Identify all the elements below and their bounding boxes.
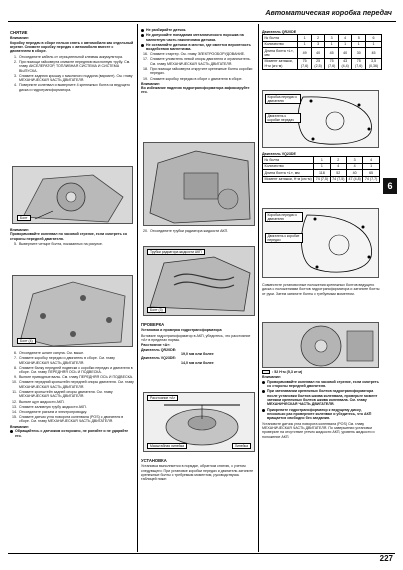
paragraph: Вставьте гидротрансформатор в АКП, убедитесь, что расстояние «А» в пределах нормы. bbox=[141, 333, 251, 342]
table-cell: 40 bbox=[311, 48, 325, 59]
table-cell: 47 (4,8) bbox=[348, 177, 361, 181]
list-item: При затягивании крепежных болтов гидротрансформатора после установки болтов шкива коленвала, проверьте момент затяжки крепежных болтов шкива коленвала. См. главу МЕХАНИЧЕСКАЯ ЧАСТЬ ДВИГАТЕЛЯ. bbox=[262, 389, 380, 407]
list-item: Обращайтесь с датчиком осторожно, не роняйте и не ударяйте его. bbox=[10, 429, 134, 438]
header-title: Автоматическая коробка передач bbox=[265, 8, 392, 17]
column-2-check bbox=[141, 320, 255, 365]
table-cell: 6 bbox=[365, 35, 381, 41]
list-item: 16. Снимите стартер. См. главу ЭЛЕКТРООБОРУДОВАНИЕ. bbox=[143, 52, 246, 57]
column-1-mid bbox=[10, 228, 134, 247]
list-item: Не разбирайте датчик. bbox=[141, 28, 255, 32]
subsection-heading: Установка и проверка гидротрансформатора bbox=[141, 328, 222, 333]
column-1 bbox=[10, 28, 134, 93]
footer-rule bbox=[8, 553, 395, 554]
engine-illustration bbox=[13, 276, 133, 347]
list-item: 15. Снимите датчик угла поворота коленвала (POS) с двигателя в сборе. См. главу МЕХАНИЧЕСКАЯ ЧАСТЬ ДВИГАТЕЛЯ. bbox=[12, 415, 124, 424]
table-cell: 4 bbox=[346, 163, 362, 169]
list-item: 8. Снимите балку передней подвески с коробки передач и двигателя в сборе. См. главу ПЕРЕДНЯЯ ОСЬ И ПОДВЕСКА. bbox=[14, 365, 133, 375]
list-item: 6. Отсоедините шланг сапуна. См. выше. bbox=[14, 351, 85, 355]
table-cell: 65 bbox=[363, 170, 379, 176]
column-2-install bbox=[141, 456, 255, 483]
attention-label: Внимание: bbox=[10, 228, 30, 232]
table-cell: 1 bbox=[363, 163, 379, 169]
list-item: 1. Отсоедините кабель от отрицательной клеммы аккумулятора. bbox=[14, 54, 123, 59]
list-item: 12. Выньте щуп жидкости АКП. bbox=[12, 399, 65, 404]
bolt-table-vq23de bbox=[262, 156, 380, 183]
table-title: Двигатель QR20DE bbox=[262, 30, 297, 34]
table-cell: № болта bbox=[263, 35, 298, 41]
torque-wrench-icon bbox=[262, 370, 270, 374]
table-cell: 49 bbox=[298, 48, 312, 59]
column-3-t2 bbox=[262, 152, 382, 183]
figure-label: Болт (4) bbox=[17, 338, 36, 344]
table-cell: 4 bbox=[338, 35, 352, 41]
table-cell: 1 bbox=[325, 41, 339, 47]
table-cell: 74 (7,5) bbox=[315, 177, 329, 181]
table-cell: 1 bbox=[298, 35, 312, 41]
table-cell: 3 bbox=[311, 41, 325, 47]
table-cell: 5 bbox=[352, 35, 366, 41]
table-cell: 2 bbox=[311, 35, 325, 41]
table-cell: 1 bbox=[365, 41, 381, 47]
bullet-icon bbox=[10, 430, 13, 433]
legend-item: Коробка передач к двигателю bbox=[265, 212, 303, 222]
list-item: 7. Снимите коробку передач и двигатель в сборе. См. главу МЕХАНИЧЕСКАЯ ЧАСТЬ ДВИГАТЕЛЯ. bbox=[14, 356, 115, 365]
column-3-bottom bbox=[262, 370, 380, 440]
list-item: 10. Снимите передний кронштейн передней опоры двигателя. См. главу МЕХАНИЧЕСКАЯ ЧАСТЬ ДВИГАТЕЛЯ. bbox=[12, 380, 134, 389]
bullet-icon bbox=[141, 29, 144, 32]
chapter-tab: 6 bbox=[383, 178, 397, 194]
table-cell: 43 (4,4) bbox=[338, 58, 352, 69]
list-item: 11. Снимите кронштейн задней опоры двигателя. См. главу МЕХАНИЧЕСКАЯ ЧАСТЬ ДВИГАТЕЛЯ. bbox=[12, 389, 113, 399]
table-cell: 1 bbox=[352, 41, 366, 47]
table-cell: 40 bbox=[338, 48, 352, 59]
table-cell: 45 bbox=[325, 48, 339, 59]
table-row bbox=[263, 58, 382, 69]
list-item: Не оставляйте датчики в местах, где имеется вероятность воздействия магнетизма. bbox=[141, 43, 255, 52]
list-item: 5. Выверните четыре болта, показанных на рисунке. bbox=[14, 242, 103, 247]
bullet-list bbox=[262, 380, 380, 421]
table-cell: 25 (2,5) bbox=[311, 58, 325, 69]
spec-label: Двигатель VQ23DE: bbox=[141, 356, 177, 361]
table-cell: 40 bbox=[346, 170, 362, 176]
table-cell: 3,5 (0,36) bbox=[365, 58, 381, 69]
drive-plate-illustration bbox=[263, 323, 379, 368]
table-cell: 45 bbox=[365, 48, 381, 59]
page-header bbox=[8, 6, 396, 22]
table-cell: 1 bbox=[314, 157, 330, 163]
figure-label: Болт bbox=[17, 215, 31, 221]
column-divider bbox=[258, 24, 259, 552]
section-heading-check: ПРОВЕРКА bbox=[141, 322, 165, 327]
table-cell: 1 bbox=[338, 41, 352, 47]
legend-item: Двигатель к коробке передач bbox=[265, 233, 303, 243]
table-row bbox=[263, 48, 382, 59]
table-cell: Момент затяжки, Н·м (кгс·м) bbox=[263, 58, 298, 69]
list-item: Проворачивайте коленвал по часовой стрелке, если смотреть со стороны передней двигателя. bbox=[262, 380, 380, 389]
list-item: 9. Выньте приводные валы. См. главу ПЕРЕДНЯЯ ОСЬ И ПОДВЕСКА. bbox=[14, 375, 134, 380]
table-cell: 4 bbox=[363, 157, 379, 163]
table-cell: 3 bbox=[346, 157, 362, 163]
step-list bbox=[10, 55, 134, 92]
table-cell: 118 bbox=[314, 170, 330, 176]
cooler-tubes-illustration bbox=[144, 247, 255, 316]
spec-value: 19,0 мм или более bbox=[181, 352, 214, 356]
column-3 bbox=[262, 30, 382, 70]
table-cell: 2 bbox=[330, 157, 346, 163]
table-cell: 52 bbox=[330, 170, 346, 176]
list-item: Прикрепите гидротрансформатор к ведущему диску, несколько раз проверните коленвал и убедитесь, что АКП вращается свободно без заедания. bbox=[262, 408, 380, 421]
table-cell: 74 (7,5) bbox=[332, 177, 345, 181]
table-cell: Количество bbox=[263, 163, 314, 169]
bullet-icon bbox=[141, 44, 144, 47]
step-list bbox=[141, 52, 255, 81]
table-cell: 1 bbox=[298, 41, 312, 47]
step-list bbox=[10, 351, 134, 424]
bullet-list bbox=[10, 429, 134, 438]
spec-value: 14,0 мм или более bbox=[181, 360, 214, 365]
table-title: Двигатель VQ23DE bbox=[262, 152, 296, 156]
list-item: Не допускайте попадания металлического порошка на магнитную часть наконечника датчика. bbox=[141, 33, 255, 42]
figure-distance-a bbox=[143, 392, 255, 452]
figure-label: Масштабная линейка bbox=[147, 443, 187, 449]
list-item: 14. Отсоедините разъем и электропроводку. bbox=[12, 409, 88, 414]
table-cell: 74 (7,7) bbox=[364, 177, 378, 181]
figure-bolt-positions-2 bbox=[262, 208, 379, 278]
attention-text: Во избежание падения гидротрансформатора зафиксируйте его. bbox=[141, 86, 250, 95]
table-cell: 75 (7,6) bbox=[298, 58, 312, 69]
spec-label: Двигатель QR20DE: bbox=[141, 347, 177, 352]
attention-text: Проворачивайте коленвал по часовой стрелке, если смотреть со стороны передней двигателя. bbox=[10, 232, 128, 241]
bullet-icon bbox=[262, 409, 265, 412]
section-heading-removal: СНЯТИЕ bbox=[10, 30, 28, 35]
figure-engine-transmission bbox=[143, 142, 255, 226]
legend-item: Двигатель к коробке передач bbox=[265, 113, 301, 123]
spec-label: Расстояние «А»: bbox=[141, 343, 171, 348]
figure-label: Расстояние «А» bbox=[147, 395, 178, 401]
list-item: 19. Снимите коробку передач в сборе с двигателя в сборе. bbox=[143, 76, 243, 81]
page-number: 227 bbox=[379, 554, 393, 564]
figure-drive-plate bbox=[262, 322, 379, 368]
attention-label: Внимание: bbox=[141, 81, 161, 86]
list-item: 2. При помощи гайковерта снимите переднюю выхлопную трубу. См. главу АКСЕЛЕРАТОР, ТОПЛИВНАЯ СИСТЕМА И СИСТЕМА ВЫПУСКА. bbox=[14, 59, 131, 73]
bullet-list bbox=[141, 28, 255, 51]
attention-label: Внимание: bbox=[262, 375, 282, 380]
legend-item: Коробка передач к двигателю bbox=[265, 94, 301, 104]
table-cell: 75 (7,6) bbox=[352, 58, 366, 69]
torque-spec: : 52 Н·м (5,3 кг·м) bbox=[262, 370, 380, 374]
column-2 bbox=[141, 28, 255, 96]
step-list bbox=[10, 242, 134, 246]
column-2-mid bbox=[141, 229, 255, 234]
engine-assembly-illustration bbox=[144, 143, 255, 226]
list-item: 13. Снимите заливную трубу жидкости АКП. bbox=[12, 404, 87, 409]
table-cell: 1 bbox=[314, 163, 330, 169]
figure-cooler-tubes bbox=[143, 246, 255, 316]
figure-label: Болт (3) bbox=[147, 307, 166, 313]
paragraph: Установите датчик угла поворота коленвала (POS) См. главу МЕХАНИЧЕСКАЯ ЧАСТЬ ДВИГАТЕЛЯ. По завершении установки проверьте на отсутствие утечек жидкости АКП, уровень жидкости и положение АКП. bbox=[262, 421, 375, 439]
table-cell: 4 bbox=[330, 163, 346, 169]
attention-label: Внимание: bbox=[10, 424, 30, 429]
figure-bolt bbox=[12, 166, 133, 224]
table-cell: 3 bbox=[325, 35, 339, 41]
bullet-icon bbox=[262, 381, 265, 384]
column-3-mid bbox=[262, 283, 380, 297]
list-item: 17. Снимите уловитель левой опоры двигателя и ограничитель. См. главу МЕХАНИЧЕСКАЯ ЧАСТЬ ДВИГАТЕЛЯ. bbox=[143, 57, 251, 66]
table-row bbox=[263, 176, 380, 182]
figure-bolt-positions-1 bbox=[262, 90, 379, 148]
figure-bolts-4 bbox=[12, 275, 133, 347]
list-item: 4. Поверните коленвал и выверните 4 крепежных болта из ведущего диска и гидротрансформатора. bbox=[14, 83, 130, 92]
bolt-table-qr20de bbox=[262, 34, 382, 69]
bullet-icon bbox=[262, 390, 265, 393]
column-divider bbox=[137, 24, 138, 552]
section-heading-install: УСТАНОВКА bbox=[141, 458, 167, 463]
figure-label: Линейка bbox=[232, 443, 251, 449]
column-1-bottom bbox=[10, 351, 134, 439]
table-cell: Длина болта «L», мм bbox=[263, 170, 314, 176]
list-item: 20. Отсоедините трубки радиатора жидкости АКП. bbox=[143, 229, 229, 233]
transmission-illustration bbox=[13, 167, 133, 224]
attention-text: Коробку передач в сборе нельзя снять с автомобиля как отдельный агрегат. Снимите коробку передач с автомобиля вместе с двигателем в сборе. bbox=[10, 40, 134, 54]
figure-label: Трубки радиатора жидкости АКП bbox=[147, 249, 205, 255]
table-cell: Момент затяжки, Н·м (кгс·м) bbox=[264, 177, 312, 181]
attention-label: Внимание: bbox=[10, 36, 30, 41]
list-item: 18. При помощи гайковерта открутите крепежные болты коробки передач. bbox=[143, 66, 253, 76]
table-cell: 30 bbox=[352, 48, 366, 59]
table-cell: № болта bbox=[263, 157, 314, 163]
list-item: 3. Снимите заднюю крышку с масляного поддона (вариант). См. главу МЕХАНИЧЕСКАЯ ЧАСТЬ ДВИГАТЕЛЯ. bbox=[14, 73, 133, 83]
table-cell: 75 (7,6) bbox=[325, 58, 339, 69]
table-cell: Количество bbox=[263, 41, 298, 47]
step-list bbox=[141, 229, 255, 233]
paragraph: Совместите установочные положения крепежных болтов ведущего диска с положениями болтов гидротрансформатора и затяните болты от руки. Затем затяните болты с требуемым моментом. bbox=[262, 283, 380, 296]
bullet-icon bbox=[141, 34, 144, 37]
paragraph: Установка выполняется в порядке, обратном снятию, с учетом следующего: При установке коробки передач и двигатель затяните крепежные болты с требуемым моментом, руководствуясь таблицей ниже: bbox=[141, 464, 254, 482]
table-cell: Длина болта «L», мм bbox=[263, 48, 298, 59]
